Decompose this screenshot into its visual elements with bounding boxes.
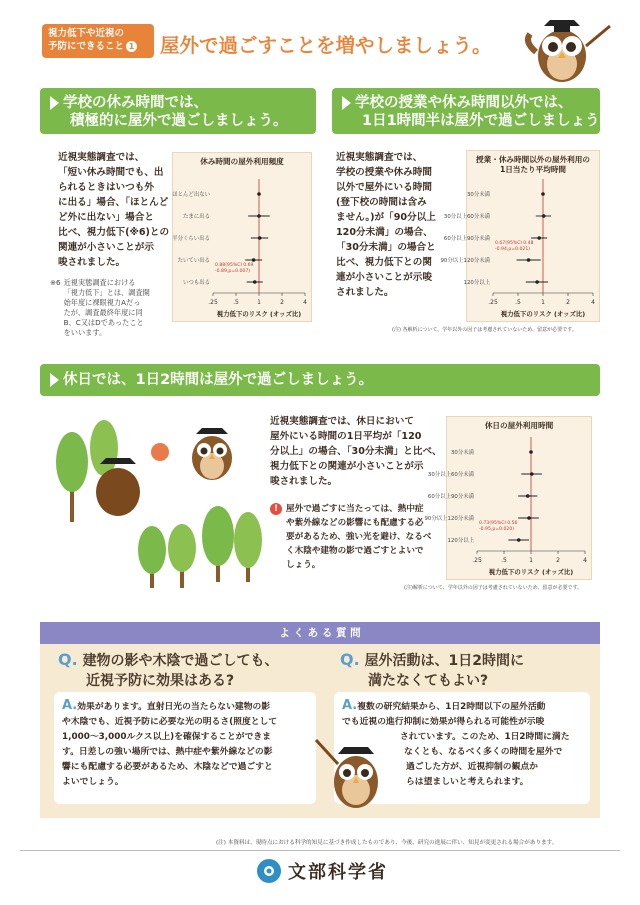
a2-line: 過ごした方が、近視抑制の観点か (406, 762, 538, 772)
chart2 (440, 175, 601, 323)
footnote-mark: ※6 (50, 278, 61, 287)
a-mark: A. (62, 698, 78, 713)
a2-line: なくとも、なるべく多くの時間を屋外で (404, 747, 563, 757)
section1-line: 唆されました。 (58, 257, 126, 268)
x-tick-label: .5 (233, 299, 239, 306)
page-title: 屋外で過ごすことを増やしましょう。 (160, 34, 492, 57)
section1-line: 関連が小さいことが示 (58, 242, 154, 253)
a2-line: らは望ましいと考えられます。 (406, 777, 529, 787)
odds-ratio-point (535, 280, 539, 284)
faq-title: よ く あ る 質 問 (279, 627, 361, 639)
section2-line: 120分未満」の場合、 (336, 227, 433, 238)
warning-icon: ! (270, 503, 282, 515)
owl-icon (192, 428, 232, 480)
section2-note: (注) 各解析について、学年以外の因子は考慮されていないため、留意が必要です。 (392, 327, 577, 333)
odds-ratio-point (258, 236, 262, 240)
faq-a1-card (54, 692, 316, 804)
section2-heading (332, 88, 615, 134)
q-mark: Q. (340, 650, 360, 669)
category-label: いつも出る (183, 280, 210, 286)
mext-emblem-icon (256, 858, 282, 884)
section2-line: 以外で屋外にいる時間 (336, 182, 432, 193)
caution-line: しょう。 (286, 560, 321, 570)
category-label: 半分くらい出る (172, 236, 210, 242)
section1-line: られるときはいつも外 (58, 182, 154, 193)
chart1 (173, 169, 313, 323)
category-label: 90分以上120分未満 (424, 516, 474, 522)
category-label: 60分以上90分未満 (443, 236, 490, 242)
section3-note: (注)解析について、学年以外の因子は考慮されていないため、留意が必要です。 (404, 585, 583, 591)
category-label: ほとんど出ない (172, 192, 210, 198)
ball-icon (151, 443, 169, 461)
section1-footnote (50, 278, 170, 338)
section2-line: 比べ、視力低下との関 (336, 257, 432, 268)
trees-owls-illustration (40, 412, 270, 592)
section1-line: 「短い休み時間でも、出 (58, 167, 164, 178)
section3-line: 近視実態調査では、休日において (270, 416, 414, 427)
odds-ratio-point (257, 214, 261, 218)
section3-heading (40, 364, 600, 396)
footnote-line: B、C又はDであったこと (63, 318, 144, 327)
a1-line: や木陰でも、近視予防に必要な光の明るさ(照度として (62, 717, 278, 727)
x-tick-label: 2 (556, 557, 560, 564)
a2-line: されています。このため、1日2時間に満た (400, 732, 570, 742)
annotation-text: 0.88(95%CI 0.69 (215, 263, 254, 268)
caution-note (270, 502, 442, 572)
caution-line: 屋外で過ごすに当たっては、熱中症 (286, 504, 424, 514)
owl-mascot-top (514, 12, 614, 84)
odds-ratio-point (253, 280, 257, 284)
section3-heading-line1: 休日では、1日2時間は屋外で過ごしましょう。 (63, 372, 374, 388)
category-label: たまに出る (183, 214, 210, 220)
section2-heading-line1: 学校の授業や休み時間以外では、 (355, 95, 573, 111)
chart3 (424, 433, 593, 581)
category-label: 30分未満 (450, 450, 474, 456)
section3-body (270, 414, 442, 489)
section2-line: (登下校の時間は含み (336, 197, 427, 208)
footer-logo (256, 858, 388, 884)
odds-ratio-point (529, 450, 533, 454)
section1-line: 比べ、視力低下(※6)との (58, 227, 170, 238)
footer-divider (20, 850, 620, 851)
category-label: 60分以上90分未満 (427, 494, 474, 500)
odds-ratio-point (527, 516, 531, 520)
ministry-name: 文部科学省 (288, 862, 388, 883)
faq-q1 (58, 650, 328, 691)
section3-line: 唆されました。 (270, 476, 338, 487)
section2-body (336, 150, 458, 300)
odds-ratio-point (257, 192, 261, 196)
q2-line: 満たなくてもよい? (368, 673, 489, 689)
caution-line: や紫外線などの影響にも配慮する必 (286, 518, 424, 528)
section2-line: 「30分未満」の場合と (336, 242, 436, 253)
x-tick-label: 1 (257, 299, 261, 306)
footnote-line: 近視実態調査における (63, 278, 136, 287)
category-label: 30分未満 (466, 192, 490, 198)
odds-ratio-point (541, 192, 545, 196)
section1-body (58, 150, 174, 270)
footer-note: (注) 本資料は、現時点における科学的知見に基づき作成したものであり、今後、研究の進展に伴い、知見が変更される場合があります。 (216, 840, 558, 846)
annotation-text: -0.94,p=0.021) (495, 247, 531, 252)
x-tick-label: .5 (501, 557, 507, 564)
x-tick-label: .25 (472, 557, 482, 564)
a2-line: 複数の研究結果から、1日2時間以下の屋外活動 (357, 702, 546, 712)
faq-title-bar (40, 622, 600, 644)
section2-line: 連が小さいことが示唆 (336, 272, 432, 283)
section2-line: 近視実態調査では、 (336, 152, 423, 163)
odds-ratio-point (537, 236, 541, 240)
chart2-title: 授業・休み時間以外の屋外利用の 1日当たり平均時間 (476, 155, 590, 174)
section3-line: 視力低下との関連が小さいことが示 (270, 461, 424, 472)
odds-ratio-point (530, 472, 534, 476)
a1-line: 1,000～3,000ルクス以上)を確保することができま (62, 732, 271, 742)
chart3-title: 休日の屋外利用時間 (484, 421, 554, 430)
badge-number: 1 (126, 41, 137, 52)
x-tick-label: 2 (566, 299, 570, 306)
badge-line1: 視力低下や近視の (48, 28, 125, 39)
category-label: 30分以上60分未満 (427, 472, 474, 478)
section1-heading (40, 88, 316, 134)
q1-line: 建物の影や木陰で過ごしても、 (82, 653, 279, 669)
section2-line: 学校の授業や休み時間 (336, 167, 432, 178)
category-label: 30分以上60分未満 (443, 214, 490, 220)
section1-line: ど外に出ない」場合と (58, 212, 154, 223)
annotation-text: -0.89,p=0.007) (215, 269, 251, 274)
footnote-line: をいいます。 (63, 328, 107, 337)
x-tick-label: 1 (529, 557, 533, 564)
caution-line: 要があるため、強い光を避け、なるべ (286, 532, 432, 542)
a1-line: よいでしょう。 (62, 777, 124, 787)
section3-line: 屋外にいる時間の1日平均が「120 (270, 431, 422, 442)
odds-ratio-point (527, 258, 531, 262)
header-badge (42, 24, 154, 58)
odds-ratio-point (542, 214, 546, 218)
header (0, 0, 640, 80)
section1-line: に出る」場合、「ほとんど (58, 197, 169, 208)
odds-ratio-point (526, 494, 530, 498)
section1-heading-line1: 学校の休み時間では、 (63, 95, 208, 111)
x-tick-label: 4 (583, 557, 587, 564)
x-tick-label: .25 (488, 299, 498, 306)
chart3-box (424, 416, 592, 580)
caution-line: く木陰や建物の影で過ごすとよいで (286, 546, 424, 556)
section3-line: 分以上」の場合、「30分未満」と比べ、 (270, 446, 442, 457)
odds-ratio-point (252, 258, 256, 262)
a1-line: 響にも配慮する必要があるため、木陰などで過ごすと (62, 762, 273, 772)
section2-line: されました。 (336, 287, 394, 298)
q-mark: Q. (58, 650, 78, 669)
a1-line: 効果があります。直射日光の当たらない建物の影 (77, 702, 271, 712)
annotation-text: 0.67(95%CI 0.48 (495, 241, 534, 246)
footnote-line: 始年度に裸眼視力Aだっ (63, 298, 141, 307)
badge-line2: 予防にできること (48, 41, 125, 52)
x-tick-label: .25 (208, 299, 218, 306)
q2-line: 屋外活動は、1日2時間に (364, 653, 525, 669)
section1-line: 近視実態調査では、 (58, 152, 145, 163)
annotation-text: -0.95,p=0.020) (479, 527, 515, 532)
category-label: 90分以上120分未満 (440, 258, 490, 264)
q1-line: 近視予防に効果はある? (86, 673, 235, 689)
x-axis-label: 視力低下のリスク (オッズ比) (216, 310, 302, 318)
section1-heading-line2: 積極的に屋外で過ごしましょう。 (70, 113, 288, 129)
chart2-box (440, 150, 600, 322)
category-label: 120分以上 (447, 538, 474, 544)
section2-heading-line2: 1日1時間半は屋外で過ごしましょう。 (362, 113, 615, 129)
chart1-title: 休み時間の屋外利用頻度 (200, 157, 284, 166)
x-tick-label: 1 (541, 299, 545, 306)
x-tick-label: 4 (591, 299, 595, 306)
category-label: たいてい出る (177, 258, 210, 264)
faq-q2 (340, 650, 590, 691)
x-tick-label: 2 (280, 299, 284, 306)
footnote-line: 「視力低下」とは、調査開 (63, 288, 150, 297)
odds-ratio-point (517, 538, 521, 542)
x-axis-label: 視力低下のリスク (オッズ比) (500, 310, 586, 318)
a1-line: す。日差しの強い場所では、熱中症や紫外線などの影 (62, 747, 273, 757)
annotation-text: 0.73(95%CI 0.56 (479, 521, 518, 526)
footnote-line: たが、調査最終年度に同 (63, 308, 143, 317)
x-tick-label: .5 (515, 299, 521, 306)
x-tick-label: 4 (303, 299, 307, 306)
a2-line: でも近視の進行抑制に効果が得られる可能性が示唆 (342, 717, 545, 727)
chart1-box (172, 152, 312, 322)
owl-pointer-illustration (312, 730, 392, 812)
section2-line: ません。)が「90分以上 (336, 212, 436, 223)
category-label: 120分以上 (463, 280, 490, 286)
x-axis-label: 視力低下のリスク (オッズ比) (488, 568, 574, 576)
a-mark: A. (342, 698, 358, 713)
